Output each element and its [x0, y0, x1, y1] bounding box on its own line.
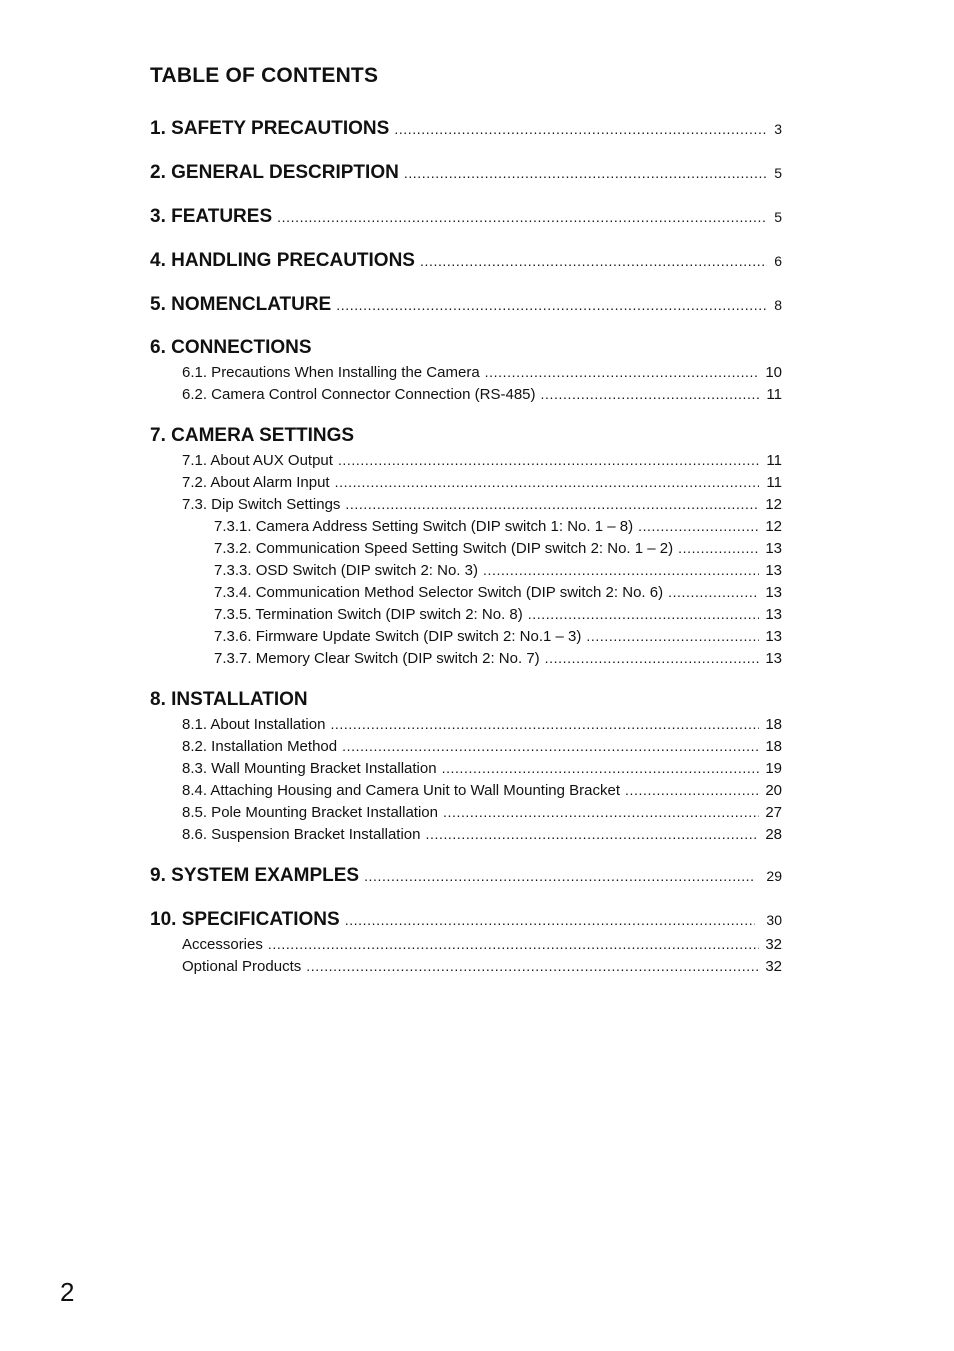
section-page: 5	[774, 165, 782, 181]
toc-section-specifications[interactable]	[150, 909, 782, 931]
section-label: CAMERA SETTINGS	[171, 425, 355, 446]
entry-page: 11	[766, 386, 782, 403]
dot-leader	[330, 716, 759, 732]
entry-label: 8.4. Attaching Housing and Camera Unit to Wall Mounting Bracket	[182, 782, 621, 799]
section-label: GENERAL DESCRIPTION	[171, 162, 399, 183]
entry-label: Optional Products	[182, 958, 302, 975]
toc-entry-8-1[interactable]	[182, 716, 782, 733]
entry-label: 7.2. About Alarm Input	[182, 474, 330, 491]
dot-leader	[638, 518, 759, 534]
dot-leader	[268, 936, 759, 952]
section-label: SYSTEM EXAMPLES	[171, 865, 360, 886]
dot-leader	[342, 738, 759, 754]
toc-section-system-examples[interactable]	[150, 865, 782, 887]
section-label: HANDLING PRECAUTIONS	[171, 250, 415, 271]
entry-page: 11	[766, 474, 782, 491]
entry-label: 7.3.5. Termination Switch (DIP switch 2: No. 8)	[214, 606, 523, 623]
entry-page: 13	[765, 584, 782, 601]
dot-leader	[528, 606, 759, 622]
toc-entry-7-3-1[interactable]	[214, 518, 782, 535]
entry-page: 13	[765, 606, 782, 623]
section-number: 4.	[150, 250, 166, 271]
entry-label: 7.3.3. OSD Switch (DIP switch 2: No. 3)	[214, 562, 478, 579]
entry-page: 12	[765, 496, 782, 513]
section-page: 8	[774, 297, 782, 313]
section-number: 5.	[150, 294, 166, 315]
toc-entry-7-1[interactable]	[182, 452, 782, 469]
toc-entry-8-2[interactable]	[182, 738, 782, 755]
dot-leader	[443, 804, 759, 820]
dot-leader	[425, 826, 759, 842]
entry-page: 13	[765, 650, 782, 667]
toc-section-nomenclature[interactable]	[150, 294, 782, 316]
toc-section-camera-settings[interactable]	[150, 425, 782, 447]
section-label: SPECIFICATIONS	[181, 909, 340, 930]
toc-entry-6-1[interactable]	[182, 364, 782, 381]
section-page: 3	[774, 121, 782, 137]
dot-leader	[335, 474, 759, 490]
entry-page: 13	[765, 628, 782, 645]
section-page: 30	[766, 912, 782, 928]
section-label: SAFETY PRECAUTIONS	[171, 118, 390, 139]
page-title: TABLE OF CONTENTS	[150, 64, 379, 87]
toc-section-safety-precautions[interactable]	[150, 118, 782, 140]
dot-leader	[338, 452, 759, 468]
entry-label: 7.1. About AUX Output	[182, 452, 333, 469]
toc-entry-7-3-4[interactable]	[214, 584, 782, 601]
section-number: 9.	[150, 865, 166, 886]
section-number: 8.	[150, 689, 166, 710]
toc-entry-7-2[interactable]	[182, 474, 782, 491]
entry-page: 10	[765, 364, 782, 381]
entry-label: 7.3.6. Firmware Update Switch (DIP switch 2: No.1 – 3)	[214, 628, 582, 645]
dot-leader	[420, 253, 767, 269]
toc-entry-7-3-7[interactable]	[214, 650, 782, 667]
entry-page: 18	[765, 716, 782, 733]
section-number: 10.	[150, 909, 177, 930]
dot-leader	[277, 209, 767, 225]
toc-entry-6-2[interactable]	[182, 386, 782, 403]
toc-entry-8-4[interactable]	[182, 782, 782, 799]
toc-entry-8-5[interactable]	[182, 804, 782, 821]
dot-leader	[404, 165, 767, 181]
dot-leader	[306, 958, 759, 974]
section-label: NOMENCLATURE	[171, 294, 332, 315]
toc-entry-7-3-5[interactable]	[214, 606, 782, 623]
toc-section-general-description[interactable]	[150, 162, 782, 184]
section-page: 5	[774, 209, 782, 225]
entry-label: 7.3.7. Memory Clear Switch (DIP switch 2: No. 7)	[214, 650, 540, 667]
toc-entry-7-3-3[interactable]	[214, 562, 782, 579]
entry-label: 8.6. Suspension Bracket Installation	[182, 826, 421, 843]
entry-label: 8.3. Wall Mounting Bracket Installation	[182, 760, 437, 777]
entry-page: 18	[765, 738, 782, 755]
entry-label: Accessories	[182, 936, 263, 953]
section-number: 7.	[150, 425, 166, 446]
section-page: 6	[774, 253, 782, 269]
dot-leader	[345, 496, 759, 512]
section-label: CONNECTIONS	[171, 337, 312, 358]
entry-label: 8.1. About Installation	[182, 716, 326, 733]
section-number: 1.	[150, 118, 166, 139]
toc-entry-8-3[interactable]	[182, 760, 782, 777]
dot-leader	[483, 562, 759, 578]
entry-page: 19	[765, 760, 782, 777]
section-label: FEATURES	[171, 206, 273, 227]
dot-leader	[336, 297, 767, 313]
section-number: 3.	[150, 206, 166, 227]
dot-leader	[545, 650, 759, 666]
toc-entry-7-3-6[interactable]	[214, 628, 782, 645]
section-label: INSTALLATION	[171, 689, 308, 710]
toc-entry-7-3-2[interactable]	[214, 540, 782, 557]
section-number: 6.	[150, 337, 166, 358]
dot-leader	[668, 584, 759, 600]
dot-leader	[345, 912, 755, 928]
toc-section-features[interactable]	[150, 206, 782, 228]
dot-leader	[394, 121, 767, 137]
toc-entry-8-6[interactable]	[182, 826, 782, 843]
dot-leader	[541, 386, 759, 402]
page-number: 2	[60, 1277, 75, 1307]
toc-entry-7-3[interactable]	[182, 496, 782, 513]
dot-leader	[364, 868, 755, 884]
toc-section-handling-precautions[interactable]	[150, 250, 782, 272]
entry-label: 8.5. Pole Mounting Bracket Installation	[182, 804, 438, 821]
dot-leader	[442, 760, 759, 776]
dot-leader	[586, 628, 759, 644]
dot-leader	[625, 782, 759, 798]
entry-page: 27	[765, 804, 782, 821]
entry-label: 6.2. Camera Control Connector Connection (RS-485)	[182, 386, 536, 403]
entry-page: 13	[765, 562, 782, 579]
entry-page: 12	[765, 518, 782, 535]
entry-label: 7.3.4. Communication Method Selector Switch (DIP switch 2: No. 6)	[214, 584, 664, 601]
entry-page: 32	[765, 936, 782, 953]
toc-section-connections[interactable]	[150, 337, 782, 359]
entry-label: 8.2. Installation Method	[182, 738, 338, 755]
entry-page: 28	[765, 826, 782, 843]
entry-label: 7.3.1. Camera Address Setting Switch (DIP switch 1: No. 1 – 8)	[214, 518, 634, 535]
entry-page: 13	[765, 540, 782, 557]
section-page: 29	[766, 868, 782, 884]
entry-page: 11	[766, 452, 782, 469]
toc-entry-optional-products[interactable]	[182, 958, 782, 975]
toc-section-installation[interactable]	[150, 689, 782, 711]
entry-label: 7.3. Dip Switch Settings	[182, 496, 341, 513]
entry-label: 6.1. Precautions When Installing the Camera	[182, 364, 480, 381]
section-number: 2.	[150, 162, 166, 183]
entry-label: 7.3.2. Communication Speed Setting Switch (DIP switch 2: No. 1 – 2)	[214, 540, 674, 557]
entry-page: 32	[765, 958, 782, 975]
entry-page: 20	[765, 782, 782, 799]
dot-leader	[678, 540, 759, 556]
toc-entry-accessories[interactable]	[182, 936, 782, 953]
dot-leader	[485, 364, 759, 380]
